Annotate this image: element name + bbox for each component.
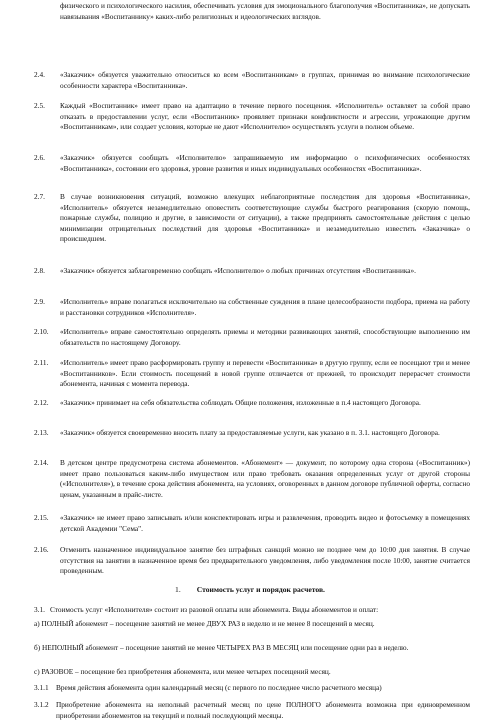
clause-number: 2.7. <box>34 192 45 201</box>
clause-number: 2.10. <box>34 327 49 336</box>
clause-text: «Заказчик» не имеет право записывать и/или конспектировать игры и развлечения, проводить видео и фотосъемку в помещениях детской Академии "Сема". <box>60 513 470 533</box>
section-number: 1. <box>175 585 181 594</box>
clause-number: 2.5. <box>34 101 45 110</box>
pricing-number: 3.1.2 <box>34 700 49 709</box>
clause-text: «Исполнитель» имеет право расформировать группу и перевести «Воспитанника» в другую группу, если ее посещают три и менее «Воспитанников». Если стоимость посещений в новой группе отличается от прежней, то происходит перерасчет стоимости абонемента, начиная с момента перевода. <box>60 358 470 389</box>
clause-text: «Исполнитель» вправе полагаться исключительно на собственные суждения в плане целесообразности подбора, приема на работу и расстановки сотрудников «Исполнителя». <box>60 297 470 317</box>
pricing-number: 3.1. <box>34 605 45 614</box>
clause-number: 2.15. <box>34 513 49 522</box>
section-heading <box>0 585 500 595</box>
pricing-number: 3.1.1 <box>34 683 49 692</box>
clause-number: 2.11. <box>34 358 49 367</box>
clause-text: «Заказчик» обязуется сообщать «Исполнителю» запрашиваемую им информацию о психофизических особенностях «Воспитанника», состоянии его здоровья, уровне развития и иных индивидуальных особенностях «Воспитанника». <box>60 153 470 173</box>
clause-number: 2.6. <box>34 153 45 162</box>
clause-number: 2.12. <box>34 398 49 407</box>
clause-number: 2.16. <box>34 545 49 554</box>
clause-number: 2.9. <box>34 297 45 306</box>
clause-number: 2.8. <box>34 266 45 275</box>
clause-text: «Заказчик» принимает на себя обязательства соблюдать Общие положения, изложенные в п.4 настоящего Договора. <box>60 398 421 407</box>
clause-number: 2.4. <box>34 70 45 79</box>
pricing-partial-month: Приобретение абонемента на неполный расчетный месяц по цене ПОЛНОГО абонемента возможна при единовременном приобретении абонементов на текущий и полный последующий месяцы. <box>56 700 470 720</box>
clause-text: Каждый «Воспитанник» имеет право на адаптацию в течение первого посещения. «Исполнитель» оставляет за собой право отказать в предоставлении услуг, если «Воспитанник» проявляет признаки конфликтности и агрессии, угрожающие другим «Воспитанникам», или создает условия, которые не дают «Исполнителю» осуществлять услуги в полном объеме. <box>60 101 470 132</box>
clause-text: В случае возникновения ситуаций, возможно влекущих неблагоприятные последствия для здоровья «Воспитанника», «Исполнитель» обязуется незамедлительно оповестить соответствующие службы быстрого реагирования (скорую помощь, пожарные службы, полицию и другие, в зависимости от ситуации), а также предпринять самостоятельные действия с целью минимизации отрицательных последствий для здоровья «Воспитанника» и незамедлительно известить «Заказчика» о происшедшем. <box>60 192 470 244</box>
section-title: Стоимость услуг и порядок расчетов. <box>196 585 325 594</box>
pricing-duration: Время действия абонемента один календарный месяц (с первого по последнее число расчетного месяца) <box>56 683 382 692</box>
pricing-option-partial: б) НЕПОЛНЫЙ абонемент – посещение занятий не менее ЧЕТЫРЕХ РАЗ В МЕСЯЦ или посещение одни раз в неделю. <box>34 643 409 652</box>
clause-number: 2.14. <box>34 458 49 467</box>
pricing-option-single: с) РАЗОВОЕ – посещение без приобретения абонемента, или менее четырех посещений месяц. <box>34 667 331 676</box>
clause-text: Отменить назначенное индивидуальное занятие без штрафных санкций можно не позднее чем до 10:00 дня занятия. В случае отсутствия на занятии в назначенное время без предварительного уведомления, либо уведомления после 10:00, занятие считается проведенным. <box>60 545 470 576</box>
clause-text: «Заказчик» обязуется своевременно вносить плату за предоставляемые услуги, как указано в п. 3.1. настоящего Договора. <box>60 428 440 437</box>
clause-text: В детском центре предусмотрена система абонементов. «Абонемент» — документ, по которому одна сторона («Воспитанник») имеет право пользоваться каким-либо имуществом или право требовать оказания определенных услуг от другой стороны («Исполнителя»), в течение срока действия абонемента, на условиях, оговоренных в данном договоре публичной оферты, согласно ценам, указанным в прайс-листе. <box>60 458 470 499</box>
pricing-option-full: а) ПОЛНЫЙ абонемент – посещение занятий не менее ДВУХ РАЗ в неделю и не менее 8 посещений в месяц. <box>34 619 375 628</box>
clause-number: 2.13. <box>34 428 49 437</box>
pricing-intro: Стоимость услуг «Исполнителя» состоит из разовой оплаты или абонемента. Виды абонементов и оплат: <box>50 605 379 614</box>
clause-text: «Заказчик» обязуется уважительно относиться ко всем «Воспитанникам» в группах, принимая во внимание психологические особенности характера «Воспитанника». <box>60 70 470 90</box>
clause-text: «Исполнитель» вправе самостоятельно определять приемы и методики развивающих занятий, способствующие выполнению им обязательств по настоящему Договору. <box>60 327 470 347</box>
clause-2-3-continuation: физического и психологического насилия, обеспечивать условия для эмоционального благополучия «Воспитанника», не допускать навязывания «Воспитаннику» каких-либо религиозных и идеологических взглядов. <box>60 1 470 21</box>
clause-text: «Заказчик» обязуется заблаговременно сообщать «Исполнителю» о любых причинах отсутствия «Воспитанника». <box>60 266 417 275</box>
